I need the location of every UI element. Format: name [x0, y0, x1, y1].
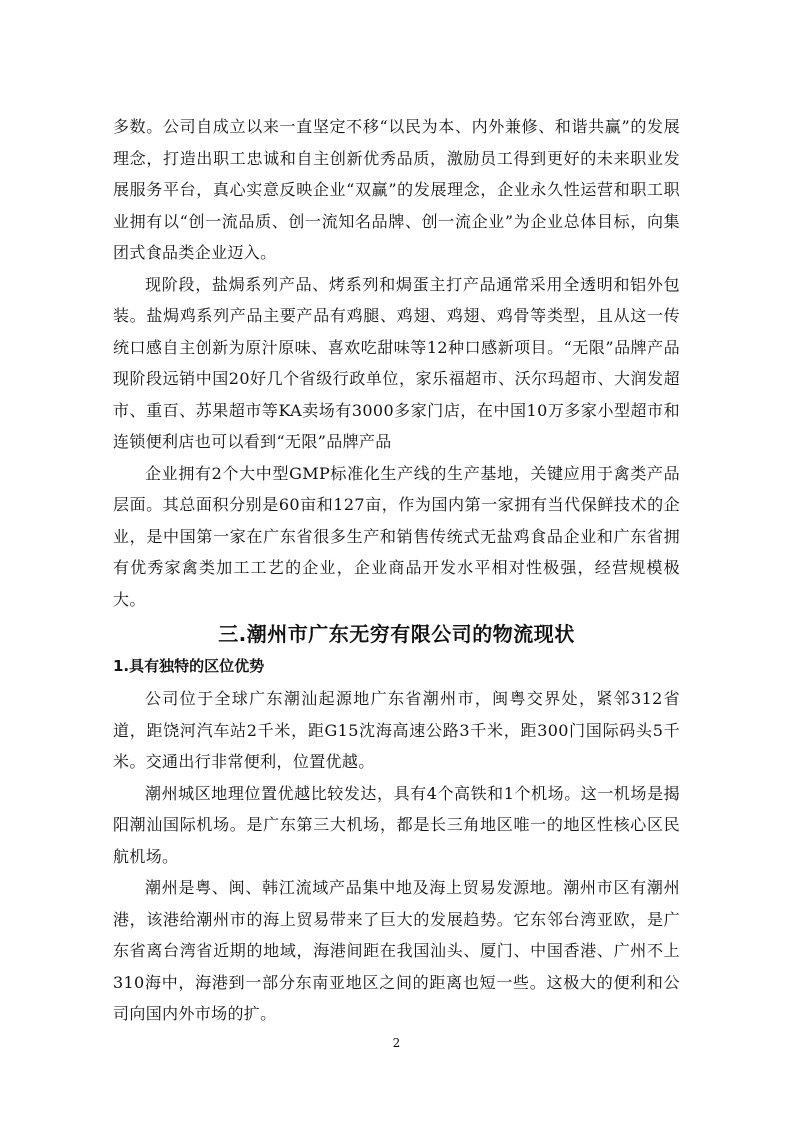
paragraph-production-base: 企业拥有2个大中型GMP标准化生产线的生产基地，关键应用于禽类产品层面。其总面积分别是60亩和127亩，作为国内第一家拥有当代保鲜技术的企业，是中国第一家在广东省很多生产和销售传统式无盐鸡食品企业和广东省拥有优秀家禽类加工工艺的企业，企业商品开发水平相对性极强，经营规模极大。: [113, 463, 680, 609]
paragraph-location: 公司位于全球广东潮汕起源地广东省潮州市，闽粤交界处，紧邻312省道，距饶河汽车站2千米，距G15沈海高速公路3千米，距300门国际码头5千米。交通出行非常便利，位置优越。: [113, 689, 680, 771]
paragraph-company-philosophy: 多数。公司自成立以来一直坚定不移“以民为本、内外兼修、和谐共赢”的发展理念，打造出职工忠诚和自主创新优秀品质，激励员工得到更好的未来职业发展服务平台，真心实意反映企业“双赢”的发展理念，企业永久性运营和职工职业拥有以“创一流品质、创一流知名品牌、创一流企业”为企业总体目标，向集团式食品类企业迈入。: [113, 117, 680, 262]
page-number: 2: [392, 1036, 401, 1050]
paragraph-product-lines: 现阶段，盐焗系列产品、烤系列和焗蛋主打产品通常采用全透明和铝外包装。盐焗鸡系列产品主要产品有鸡腿、鸡翅、鸡翅、鸡骨等类型，且从这一传统口感自主创新为原汁原味、喜欢吃甜味等12种口感新项目。“无限”品牌产品现阶段远销中国20好几个省级行政单位，家乐福超市、沃尔玛超市、大润发超市、重百、苏果超市等KA卖场有3000多家门店，在中国10万多家小型超市和连锁便利店也可以看到“无限”品牌产品: [113, 274, 680, 451]
subsection-title: 1.具有独特的区位优势: [113, 657, 265, 675]
paragraph-transport: 潮州城区地理位置优越比较发达，具有4个高铁和1个机场。这一机场是揭阳潮汕国际机场。是广东第三大机场，都是长三角地区唯一的地区性核心区民航机场。: [113, 783, 680, 866]
section-title: 三.潮州市广东无穷有限公司的物流现状: [218, 622, 575, 646]
document-page: [113, 111, 680, 1030]
paragraph-port: 潮州是粤、闽、韩江流域产品集中地及海上贸易发源地。潮州市区有潮州港，该港给潮州市的海上贸易带来了巨大的发展趋势。它东邻台湾亚欧，是广东省离台湾省近期的地域，海港间距在我国汕头、厦门、中国香港、广州不上310海中，海港到一部分东南亚地区之间的距离也短一些。这极大的便利和公司向国内外市场的扩。: [113, 878, 680, 1023]
